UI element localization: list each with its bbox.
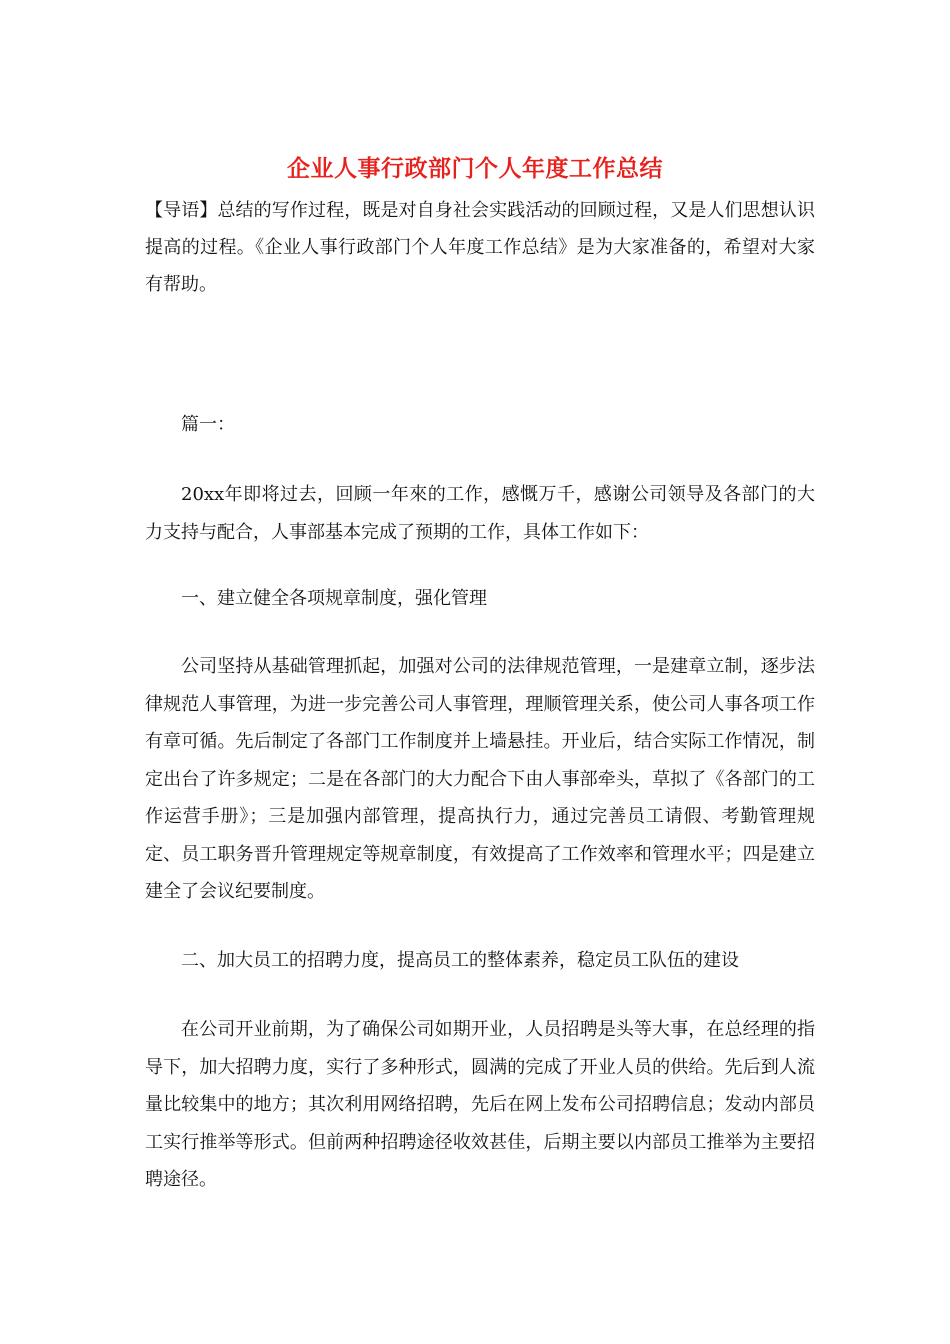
section-1-body: 公司坚持从基础管理抓起，加强对公司的法律规范管理，一是建章立制，逐步法律规范人事管理，为进一步完善公司人事管理，理顺管理关系，使公司人事各项工作有章可循。先后制定了各部门工作制度并上墙悬挂。开业后，结合实际工作情况，制定出台了许多规定；二是在各部门的大力配合下由人事部牵头，草拟了《各部门的工作运营手册》；三是加强内部管理，提高执行力，通过完善员工请假、考勤管理规定、员工职务晋升管理规定等规章制度，有效提高了工作效率和管理水平；四是建立建全了会议纪要制度。	[145, 656, 815, 902]
opening-paragraph: 20xx年即将过去，回顾一年來的工作，感慨万千，感谢公司领导及各部门的大力支持与配合，人事部基本完成了预期的工作，具体工作如下：	[145, 484, 815, 543]
document-title: 企业人事行政部门个人年度工作总结	[287, 155, 663, 182]
section-2-body: 在公司开业前期，为了确保公司如期开业，人员招聘是头等大事，在总经理的指导下，加大招聘力度，实行了多种形式，圆满的完成了开业人员的供给。先后到人流量比较集中的地方；其次利用网络招聘，先后在网上发布公司招聘信息；发动内部员工实行推举等形式。但前两种招聘途径收效甚佳，后期主要以内部员工推举为主要招聘途径。	[145, 1019, 815, 1190]
section-2-heading: 二、加大员工的招聘力度，提高员工的整体素养，稳定员工队伍的建设	[181, 950, 739, 971]
intro-paragraph: 【导语】总结的写作过程，既是对自身社会实践活动的回顾过程，又是人们思想认识提高的过程。《企业人事行政部门个人年度工作总结》是为大家准备的，希望对大家有帮助。	[145, 200, 815, 295]
section-1-heading: 一、建立健全各项规章制度，强化管理	[181, 588, 487, 609]
part-label: 篇一：	[181, 414, 235, 435]
